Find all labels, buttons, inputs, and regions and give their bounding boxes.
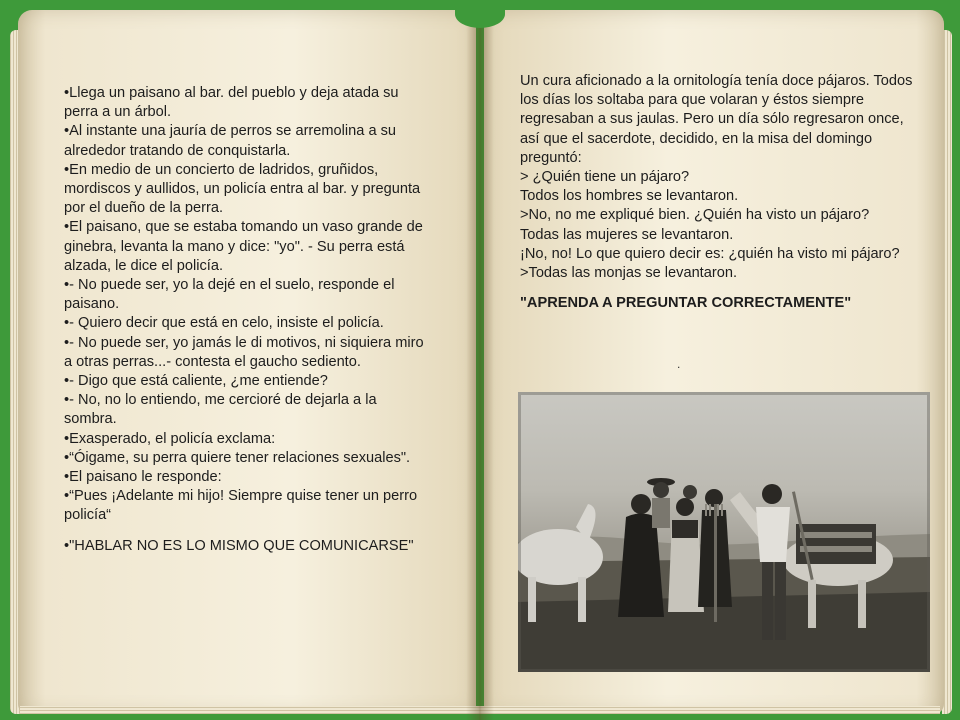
group-of-people (618, 478, 814, 640)
left-moral: •"HABLAR NO ES LO MISMO QUE COMUNICARSE" (64, 537, 414, 554)
paragraph: •En medio de un concierto de ladridos, gruñidos, mordiscos y aullidos, un policía entra al bar. y pregunta por el dueño de la perra. (64, 161, 421, 217)
paragraph: >Todas las monjas se levantaron. (520, 265, 738, 282)
spine-notch (455, 0, 505, 28)
vintage-farm-photo (518, 392, 930, 672)
paragraph: •Llega un paisano al bar. del pueblo y deja atada su perra a un árbol. (64, 85, 399, 121)
paragraph: •- No, no lo entiendo, me cercioré de dejarla a la sombra. (64, 392, 377, 428)
paragraph: •El paisano le responde: (64, 469, 222, 486)
paragraph: •- No puede ser, yo jamás le di motivos, ni siquiera miro a otras perras...- contesta el gaucho sediento. (64, 334, 424, 370)
paragraph: •- No puede ser, yo la dejé en el suelo, responde el paisano. (64, 277, 395, 313)
paragraph: •“Óigame, su perra quiere tener relaciones sexuales". (64, 449, 411, 466)
photo-illustration (518, 392, 930, 672)
stray-dot: . (677, 357, 681, 371)
paragraph: •“Pues ¡Adelante mi hijo! Siempre quise tener un perro policía“ (64, 488, 418, 524)
paragraph: •El paisano, que se estaba tomando un vaso grande de ginebra, levanta la mano y dice: "yo". - Su perra está alzada, le dice el policía. (64, 219, 423, 274)
paragraph: >No, no me expliqué bien. ¿Quién ha visto un pájaro? (520, 207, 870, 224)
paragraph: •- Quiero decir que está en celo, insiste el policía. (64, 315, 384, 332)
paragraph: Un cura aficionado a la ornitología tenía doce pájaros. Todos los días los soltaba para que volaran y éstos siempre regresaban a sus jaulas. Pero un día sólo regresaron once, así que el sacerdote, decidido, en la misa del domingo preguntó: (520, 73, 913, 166)
paragraph: •Exasperado, el policía exclama: (64, 430, 276, 447)
paragraph: Todas las mujeres se levantaron. (520, 226, 734, 243)
right-page-text (520, 72, 920, 313)
book-spine (466, 0, 494, 720)
paragraph: ¡No, no! Lo que quiero decir es: ¿quién ha visto mi pájaro? (520, 245, 900, 262)
left-page-text (64, 84, 424, 556)
paragraph: •Al instante una jauría de perros se arremolina a su alrededor tratando de conquistarla. (64, 123, 397, 159)
paragraph: > ¿Quién tiene un pájaro? (520, 169, 690, 186)
paragraph: •- Digo que está caliente, ¿me entiende? (64, 373, 328, 390)
right-moral: "APRENDA A PREGUNTAR CORRECTAMENTE" (520, 295, 852, 312)
paragraph: Todos los hombres se levantaron. (520, 188, 739, 205)
